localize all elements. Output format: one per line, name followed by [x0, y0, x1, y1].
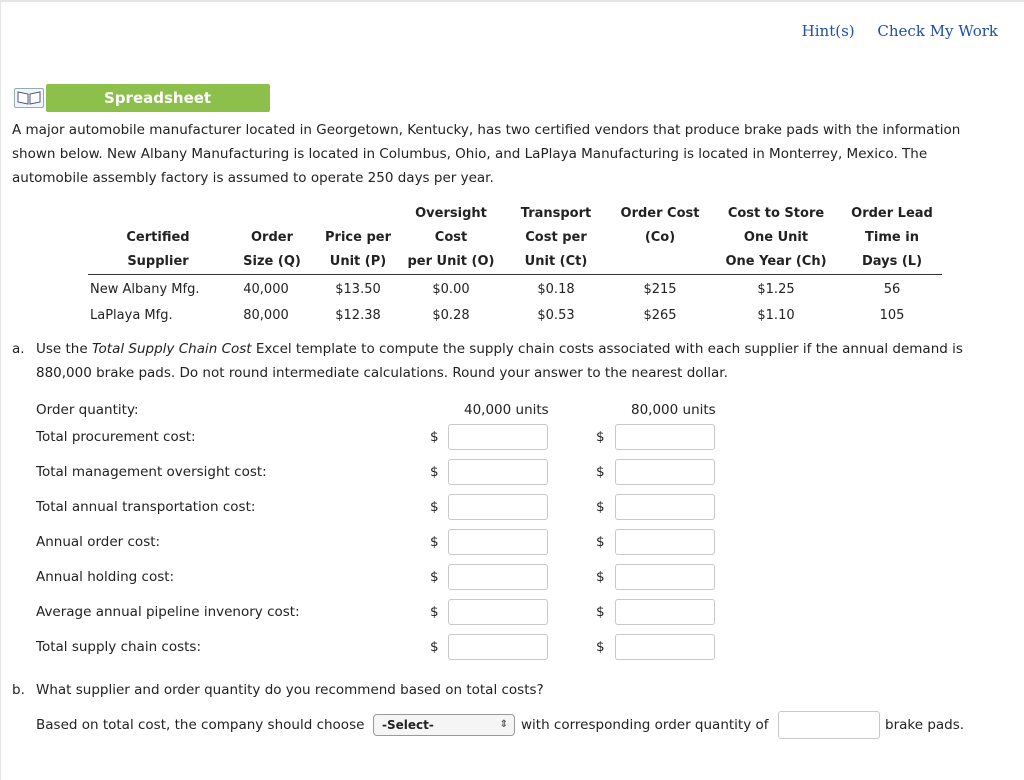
question-a-prefix: a. — [12, 341, 25, 357]
form-row-label: Total management oversight cost: — [36, 464, 267, 480]
input-80000-units[interactable] — [615, 529, 715, 555]
header-order-size-line1: Order — [251, 230, 293, 245]
input-80000-units[interactable] — [615, 424, 715, 450]
dollar-sign: $ — [430, 569, 439, 585]
input-40000-units[interactable] — [448, 424, 548, 450]
dollar-sign: $ — [596, 639, 605, 655]
header-order-cost — [612, 202, 708, 250]
question-a-line2: 880,000 brake pads. Do not round intermediate calculations. Round your answer to the nearest dollar. — [36, 365, 728, 381]
supplier-select-value: -Select- — [382, 718, 434, 732]
input-40000-units[interactable] — [448, 459, 548, 485]
book-icon[interactable] — [14, 88, 44, 108]
dollar-sign: $ — [596, 429, 605, 445]
input-40000-units[interactable] — [448, 494, 548, 520]
row2-supplier: LaPlaya Mfg. — [90, 308, 173, 323]
order-quantity-input[interactable] — [778, 711, 880, 739]
header-supplier-line2: Supplier — [127, 254, 189, 269]
intro-paragraph: A major automobile manufacturer located in Georgetown, Kentucky, has two certified vendors that produce brake pads with the information shown below. New Albany Manufacturing is located in Columbus, Ohio, and LaPlaya Manufacturing is located in Monterrey, Mexico. The automobile assembly factory is assumed to operate 250 days per year. — [12, 122, 961, 186]
check-my-work-link[interactable]: Check My Work — [877, 22, 998, 40]
header-transport-line3: Unit (Ct) — [524, 254, 588, 269]
header-oversight — [400, 202, 502, 274]
input-80000-units[interactable] — [615, 459, 715, 485]
row1-supplier: New Albany Mfg. — [90, 282, 200, 297]
dollar-sign: $ — [596, 534, 605, 550]
input-40000-units[interactable] — [448, 564, 548, 590]
header-transport-line2: Cost per — [525, 230, 587, 245]
header-lead-line1: Order Lead — [851, 206, 933, 221]
row1-transport: $0.18 — [537, 282, 575, 297]
left-border — [0, 0, 1, 780]
spreadsheet-banner[interactable]: Spreadsheet — [46, 84, 270, 112]
question-b-text: What supplier and order quantity do you recommend based on total costs? — [36, 682, 544, 698]
row2-store: $1.10 — [757, 308, 795, 323]
form-row-label: Annual holding cost: — [36, 569, 175, 585]
dollar-sign: $ — [430, 604, 439, 620]
form-row-label: Total supply chain costs: — [36, 639, 202, 655]
supplier-select[interactable] — [373, 714, 515, 736]
input-40000-units[interactable] — [448, 634, 548, 660]
row1-order-cost: $215 — [643, 282, 677, 297]
header-order-cost-line1: Order Cost — [620, 206, 700, 221]
answer-mid-text: with corresponding order quantity of — [521, 717, 769, 733]
dollar-sign: $ — [596, 569, 605, 585]
dollar-sign: $ — [430, 499, 439, 515]
form-row-label: Total annual transportation cost: — [36, 499, 256, 515]
header-oversight-line1: Oversight — [415, 206, 487, 221]
dollar-sign: $ — [430, 464, 439, 480]
form-row-label: Total procurement cost: — [36, 429, 196, 445]
header-order-size-line2: Size (Q) — [243, 254, 301, 269]
header-price-line2: Unit (P) — [329, 254, 387, 269]
header-lead-line2: Time in — [865, 230, 919, 245]
dollar-sign: $ — [430, 639, 439, 655]
answer-pre-text: Based on total cost, the company should choose — [36, 717, 365, 733]
header-order-cost-line2: (Co) — [644, 230, 676, 245]
input-80000-units[interactable] — [615, 599, 715, 625]
header-store-line2: One Unit — [743, 230, 809, 245]
row2-oversight: $0.28 — [432, 308, 470, 323]
question-a-line1-post: Excel template to compute the supply chain costs associated with each supplier if the annual demand is — [251, 341, 963, 357]
column-40000-units: 40,000 units — [464, 402, 549, 418]
dollar-sign: $ — [430, 534, 439, 550]
row2-order-cost: $265 — [643, 308, 677, 323]
question-a-line1-pre: Use the — [36, 341, 92, 357]
column-80000-units: 80,000 units — [631, 402, 716, 418]
header-lead-line3: Days (L) — [861, 254, 923, 269]
input-80000-units[interactable] — [615, 634, 715, 660]
header-order-size — [232, 226, 312, 274]
top-border — [0, 0, 1024, 2]
dollar-sign: $ — [596, 499, 605, 515]
header-transport — [510, 202, 602, 274]
input-80000-units[interactable] — [615, 564, 715, 590]
question-b-prefix: b. — [12, 682, 25, 698]
header-store-line3: One Year (Ch) — [725, 254, 827, 269]
row1-oversight: $0.00 — [432, 282, 470, 297]
row1-lead: 56 — [883, 282, 901, 297]
dollar-sign: $ — [596, 604, 605, 620]
header-supplier-line1: Certified — [126, 230, 190, 245]
header-oversight-line3: per Unit (O) — [407, 254, 495, 269]
header-oversight-line2: Cost — [434, 230, 468, 245]
header-transport-line1: Transport — [520, 206, 592, 221]
header-lead — [842, 202, 942, 274]
row1-store: $1.25 — [757, 282, 795, 297]
input-40000-units[interactable] — [448, 529, 548, 555]
row1-price: $13.50 — [335, 282, 381, 297]
question-a-text — [36, 337, 1006, 385]
input-80000-units[interactable] — [615, 494, 715, 520]
order-quantity-label: Order quantity: — [36, 402, 139, 418]
form-row-label: Annual order cost: — [36, 534, 161, 550]
header-links — [784, 22, 998, 40]
row1-order-size: 40,000 — [243, 282, 289, 297]
row2-order-size: 80,000 — [243, 308, 289, 323]
row2-price: $12.38 — [335, 308, 381, 323]
dollar-sign: $ — [430, 429, 439, 445]
input-40000-units[interactable] — [448, 599, 548, 625]
header-store — [716, 202, 836, 274]
answer-post-text: brake pads. — [885, 717, 965, 733]
hints-link[interactable]: Hint(s) — [801, 22, 855, 40]
row2-lead: 105 — [879, 308, 905, 323]
question-a-template-name: Total Supply Chain Cost — [91, 341, 252, 357]
header-supplier — [110, 226, 206, 274]
form-row-label: Average annual pipeline invenory cost: — [36, 604, 300, 620]
table-rule — [88, 274, 942, 275]
header-store-line1: Cost to Store — [727, 206, 825, 221]
header-price-line1: Price per — [325, 230, 391, 245]
header-price — [318, 226, 398, 274]
select-arrows-icon: ⇕ — [499, 719, 508, 730]
row2-transport: $0.53 — [537, 308, 575, 323]
dollar-sign: $ — [596, 464, 605, 480]
